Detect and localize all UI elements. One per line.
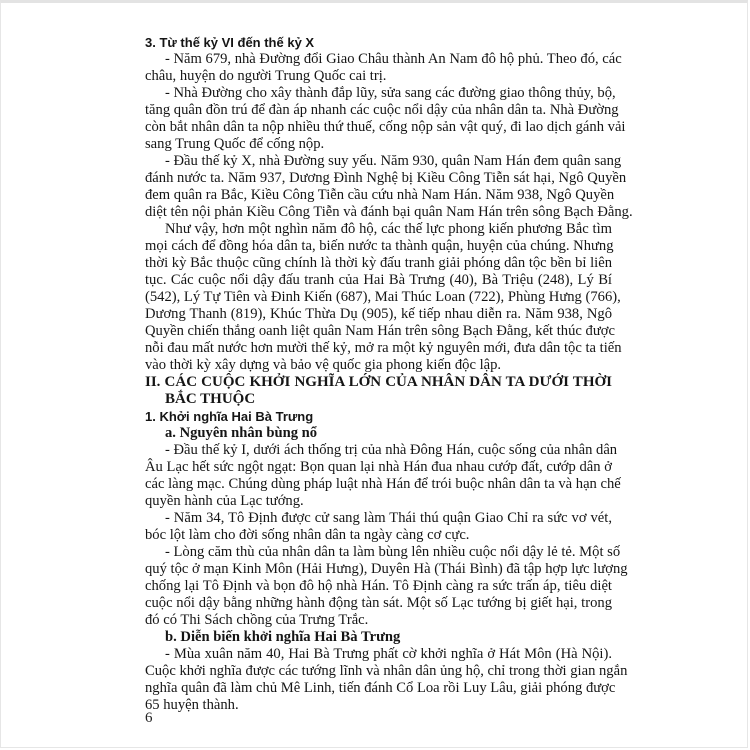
- paragraph: [145, 510, 612, 544]
- text-line: Dương Thanh (819), Khúc Thừa Dụ (905), kế tiếp nhau diễn ra. Năm 938, Ngô: [145, 306, 612, 322]
- text-line: a. Nguyên nhân bùng nổ: [165, 425, 318, 441]
- heading: [145, 629, 612, 646]
- text-line: quý tộc ở mạn Kinh Môn (Hải Hưng), Duyên Hà (Thái Bình) đã tập hợp lực lượng: [145, 561, 628, 577]
- text-line: Như vậy, hơn một nghìn năm đô hộ, các thế lực phong kiến phương Bắc tìm: [165, 221, 612, 237]
- heading: [145, 374, 612, 408]
- text-line: đánh nước ta. Năm 937, Dương Đình Nghệ bị Kiều Công Tiễn sát hại, Ngô Quyền: [145, 170, 627, 186]
- text-line: vào thời kỳ xây dựng và bảo vệ quốc gia phong kiến độc lập.: [145, 357, 502, 373]
- text-line: nghĩa quân đã làm chủ Mê Linh, tiến đánh Cổ Loa rồi Luy Lâu, giải phóng được: [145, 680, 616, 696]
- text-line: bóc lột làm cho đời sống nhân dân ta ngày càng cơ cực.: [145, 527, 470, 543]
- text-line: 65 huyện thành.: [145, 697, 239, 713]
- heading: [145, 34, 612, 51]
- text-line: Cuộc khởi nghĩa được các tướng lĩnh và nhân dân ủng hộ, chỉ trong thời gian ngắn: [145, 663, 628, 679]
- paragraph: [145, 51, 622, 85]
- paragraph: [145, 646, 628, 714]
- paragraph: [145, 544, 628, 629]
- text-line: - Nhà Đường cho xây thành đắp lũy, sửa sang các đường giao thông thủy, bộ,: [165, 85, 616, 101]
- text-line: các làng mạc. Chúng dùng pháp luật nhà Hán để trói buộc nhân dân ta và hạn chế: [145, 476, 621, 492]
- heading: [145, 425, 612, 442]
- text-line: tăng quân đồn trú để đàn áp nhanh các cuộc nổi dậy của nhân dân ta. Nhà Đường: [145, 102, 619, 118]
- text-line: sang Trung Quốc để cống nộp.: [145, 136, 325, 152]
- text-line: - Năm 679, nhà Đường đổi Giao Châu thành An Nam đô hộ phủ. Theo đó, các: [165, 51, 622, 67]
- text-line: tục. Các cuộc nổi dậy đấu tranh của Hai Bà Trưng (40), Bà Triệu (248), Lý Bí: [145, 272, 612, 288]
- text-line: quyền hành của Lạc tướng.: [145, 493, 304, 509]
- page-number: 6: [145, 710, 153, 726]
- heading: [145, 408, 612, 425]
- text-line: - Mùa xuân năm 40, Hai Bà Trưng phất cờ khởi nghĩa ở Hát Môn (Hà Nội).: [165, 646, 612, 662]
- text-line: - Đầu thế kỷ I, dưới ách thống trị của nhà Đông Hán, cuộc sống của nhân dân: [165, 442, 618, 458]
- document-page: [145, 34, 633, 714]
- text-line: diệt tên nội phản Kiều Công Tiễn và đánh bại quân Nam Hán trên sông Bạch Đằng.: [145, 204, 633, 220]
- text-line: Âu Lạc hết sức ngột ngạt: Bọn quan lại nhà Hán đua nhau cướp đất, cướp dân ở: [145, 459, 612, 475]
- text-line: b. Diễn biến khởi nghĩa Hai Bà Trưng: [165, 629, 401, 645]
- text-line: 3. Từ thế kỷ VI đến thế kỷ X: [145, 35, 315, 50]
- text-line: - Năm 34, Tô Định được cử sang làm Thái thú quận Giao Chỉ ra sức vơ vét,: [165, 510, 612, 526]
- paragraph: [145, 221, 622, 374]
- text-line: Quyền chiến thắng oanh liệt quân Nam Hán trên sông Bạch Đằng, kết thúc được: [145, 323, 615, 339]
- paragraph: [145, 85, 626, 153]
- text-line: còn bắt nhân dân ta nộp nhiều thứ thuế, cống nộp sản vật quý, đi lao dịch gánh vải: [145, 119, 626, 135]
- paragraph: [145, 153, 633, 221]
- text-line: châu, huyện do người Trung Quốc cai trị.: [145, 68, 387, 84]
- text-line: đem quân ra Bắc, Kiều Công Tiễn cầu cứu nhà Nam Hán. Năm 938, Ngô Quyền: [145, 187, 615, 203]
- text-line: thời kỳ Bắc thuộc cũng chính là thời kỳ đấu tranh giải phóng dân tộc bền bỉ liên: [145, 255, 612, 271]
- text-line: mọi cách để đồng hóa dân ta, biến nước ta thành quận, huyện của chúng. Nhưng: [145, 238, 614, 254]
- text-line: - Đầu thế kỷ X, nhà Đường suy yếu. Năm 930, quân Nam Hán đem quân sang: [165, 153, 622, 169]
- text-line: (542), Lý Tự Tiên và Đinh Kiến (687), Mai Thúc Loan (722), Phùng Hưng (766),: [145, 289, 621, 305]
- paragraph: [145, 442, 621, 510]
- text-line: đó có Thi Sách chồng của Trưng Trắc.: [145, 612, 369, 628]
- text-line: - Lòng căm thù của nhân dân ta làm bùng lên nhiều cuộc nổi dậy lẻ tẻ. Một số: [165, 544, 621, 560]
- text-line: BẮC THUỘC: [165, 391, 256, 407]
- text-line: 1. Khởi nghĩa Hai Bà Trưng: [145, 409, 314, 424]
- text-line: chống lại Tô Định và bọn đô hộ nhà Hán. Tô Định càng ra sức trấn áp, tiêu diệt: [145, 578, 612, 594]
- text-line: nỗi đau mất nước hơn mười thế kỷ, mở ra một kỷ nguyên mới, đưa dân tộc ta tiến: [145, 340, 622, 356]
- text-line: II. CÁC CUỘC KHỞI NGHĨA LỚN CỦA NHÂN DÂN TA DƯỚI THỜI: [145, 374, 612, 390]
- text-line: cuộc nổi dậy bằng những hành động tàn sát. Một số Lạc tướng bị giết hại, trong: [145, 595, 612, 611]
